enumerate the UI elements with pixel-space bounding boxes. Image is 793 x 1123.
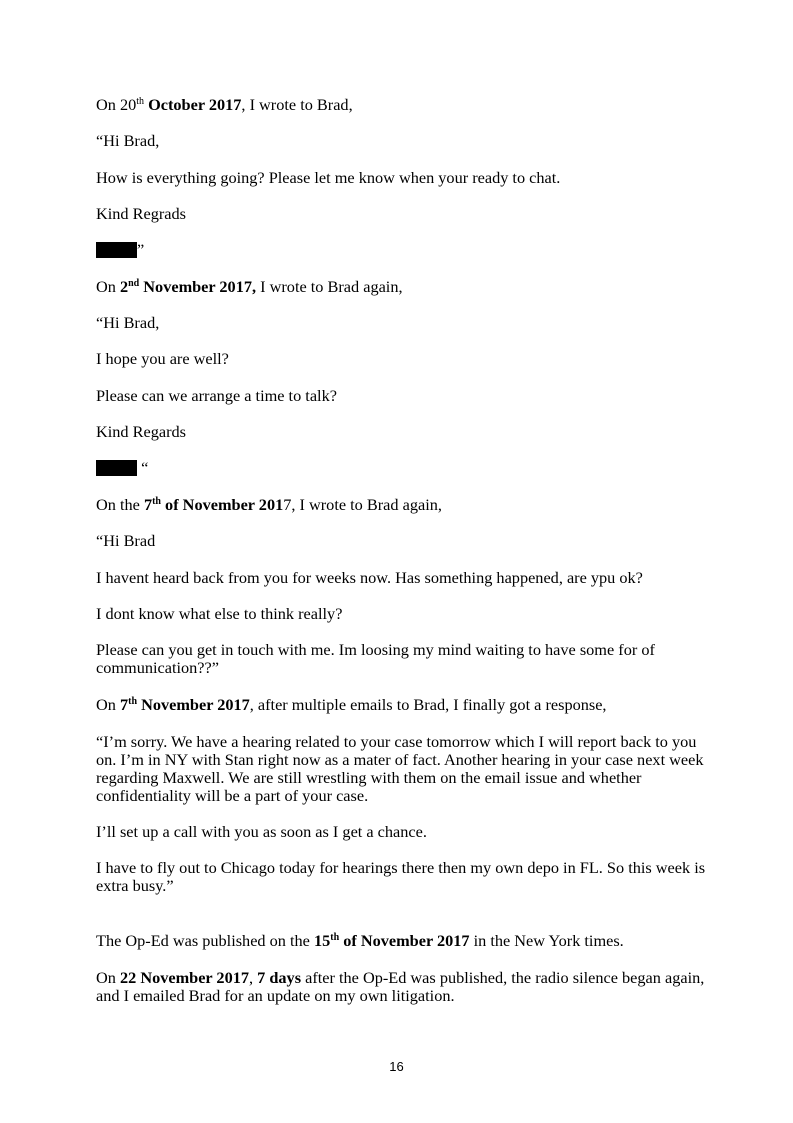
bold-date: October 2017 (148, 95, 242, 114)
paragraph-nov-22 (96, 969, 706, 1005)
email-greeting: “Hi Brad (96, 531, 156, 550)
bold-run: 7 days (257, 968, 302, 987)
bold-run: 15 (313, 931, 331, 950)
text-run: 7, I wrote to Brad again, (283, 495, 442, 514)
response-body: I have to fly out to Chicago today for hearings there then my own depo in FL. So this week is extra busy.” (96, 858, 706, 895)
text-run: On (96, 695, 120, 714)
email-greeting: “Hi Brad, (96, 313, 160, 332)
response-body: “I’m sorry. We have a hearing related to your case tomorrow which I will report back to you on. I’m in NY with Stan right now as a mater of fact. Another hearing in your case next week regarding Maxwell. We are still wrestling with them on the email issue and whether confidentiality will be a part of your case. (96, 732, 704, 805)
bold-run: November 2017 (137, 695, 250, 714)
paragraph-nov-7 (96, 496, 706, 514)
text-run: On the (96, 495, 144, 514)
paragraph-nov-2 (96, 278, 706, 296)
paragraph-oct-20 (96, 96, 706, 114)
text-run: On 20 (96, 95, 137, 114)
text-run: I wrote to Brad again, (256, 277, 403, 296)
email-body: Please can we arrange a time to talk? (96, 386, 337, 405)
bold-run: 22 November 2017 (119, 968, 249, 987)
bold-run: 7 (143, 495, 153, 514)
email-body: I hope you are well? (96, 349, 229, 368)
bold-run: of November 2017 (339, 931, 470, 950)
closing-quote: ” (137, 240, 145, 259)
redaction-block (96, 242, 137, 258)
email-body: Please can you get in touch with me. Im loosing my mind waiting to have some for of communication??” (96, 640, 655, 677)
email-body: I havent heard back from you for weeks now. Has something happened, are ypu ok? (96, 568, 643, 587)
closing-quote: “ (137, 458, 149, 477)
email-signature (96, 241, 706, 259)
page-number: 16 (389, 1059, 404, 1074)
text-run: The Op-Ed was published on the (96, 931, 314, 950)
text-run: , I wrote to Brad, (241, 95, 353, 114)
paragraph-op-ed (96, 932, 706, 950)
text-run: after the Op-Ed was published, the radio silence began again, and I emailed Brad for an update on my own litigation. (96, 968, 705, 1005)
text-run: in the New York times. (469, 931, 624, 950)
superscript: nd (128, 278, 140, 289)
email-signoff: Kind Regrads (96, 204, 186, 223)
paragraph-response (96, 696, 706, 714)
text-run: , (249, 968, 258, 987)
email-body: How is everything going? Please let me know when your ready to chat. (96, 168, 561, 187)
bold-run: 7 (119, 695, 129, 714)
superscript: th (128, 696, 138, 707)
email-signoff: Kind Regards (96, 422, 186, 441)
bold-run: November 2017, (139, 277, 257, 296)
text-run: On (96, 968, 120, 987)
text-run: , after multiple emails to Brad, I finally got a response, (249, 695, 607, 714)
redaction-block (96, 460, 137, 476)
email-signature (96, 459, 706, 477)
superscript: th (152, 496, 161, 507)
superscript: th (330, 932, 340, 943)
bold-run: of November 201 (160, 495, 284, 514)
email-greeting: “Hi Brad, (96, 131, 160, 150)
bold-run: 2 (119, 277, 129, 296)
superscript: th (136, 96, 145, 107)
email-body: I dont know what else to think really? (96, 604, 343, 623)
response-body: I’ll set up a call with you as soon as I get a chance. (96, 822, 427, 841)
text-run: On (96, 277, 120, 296)
